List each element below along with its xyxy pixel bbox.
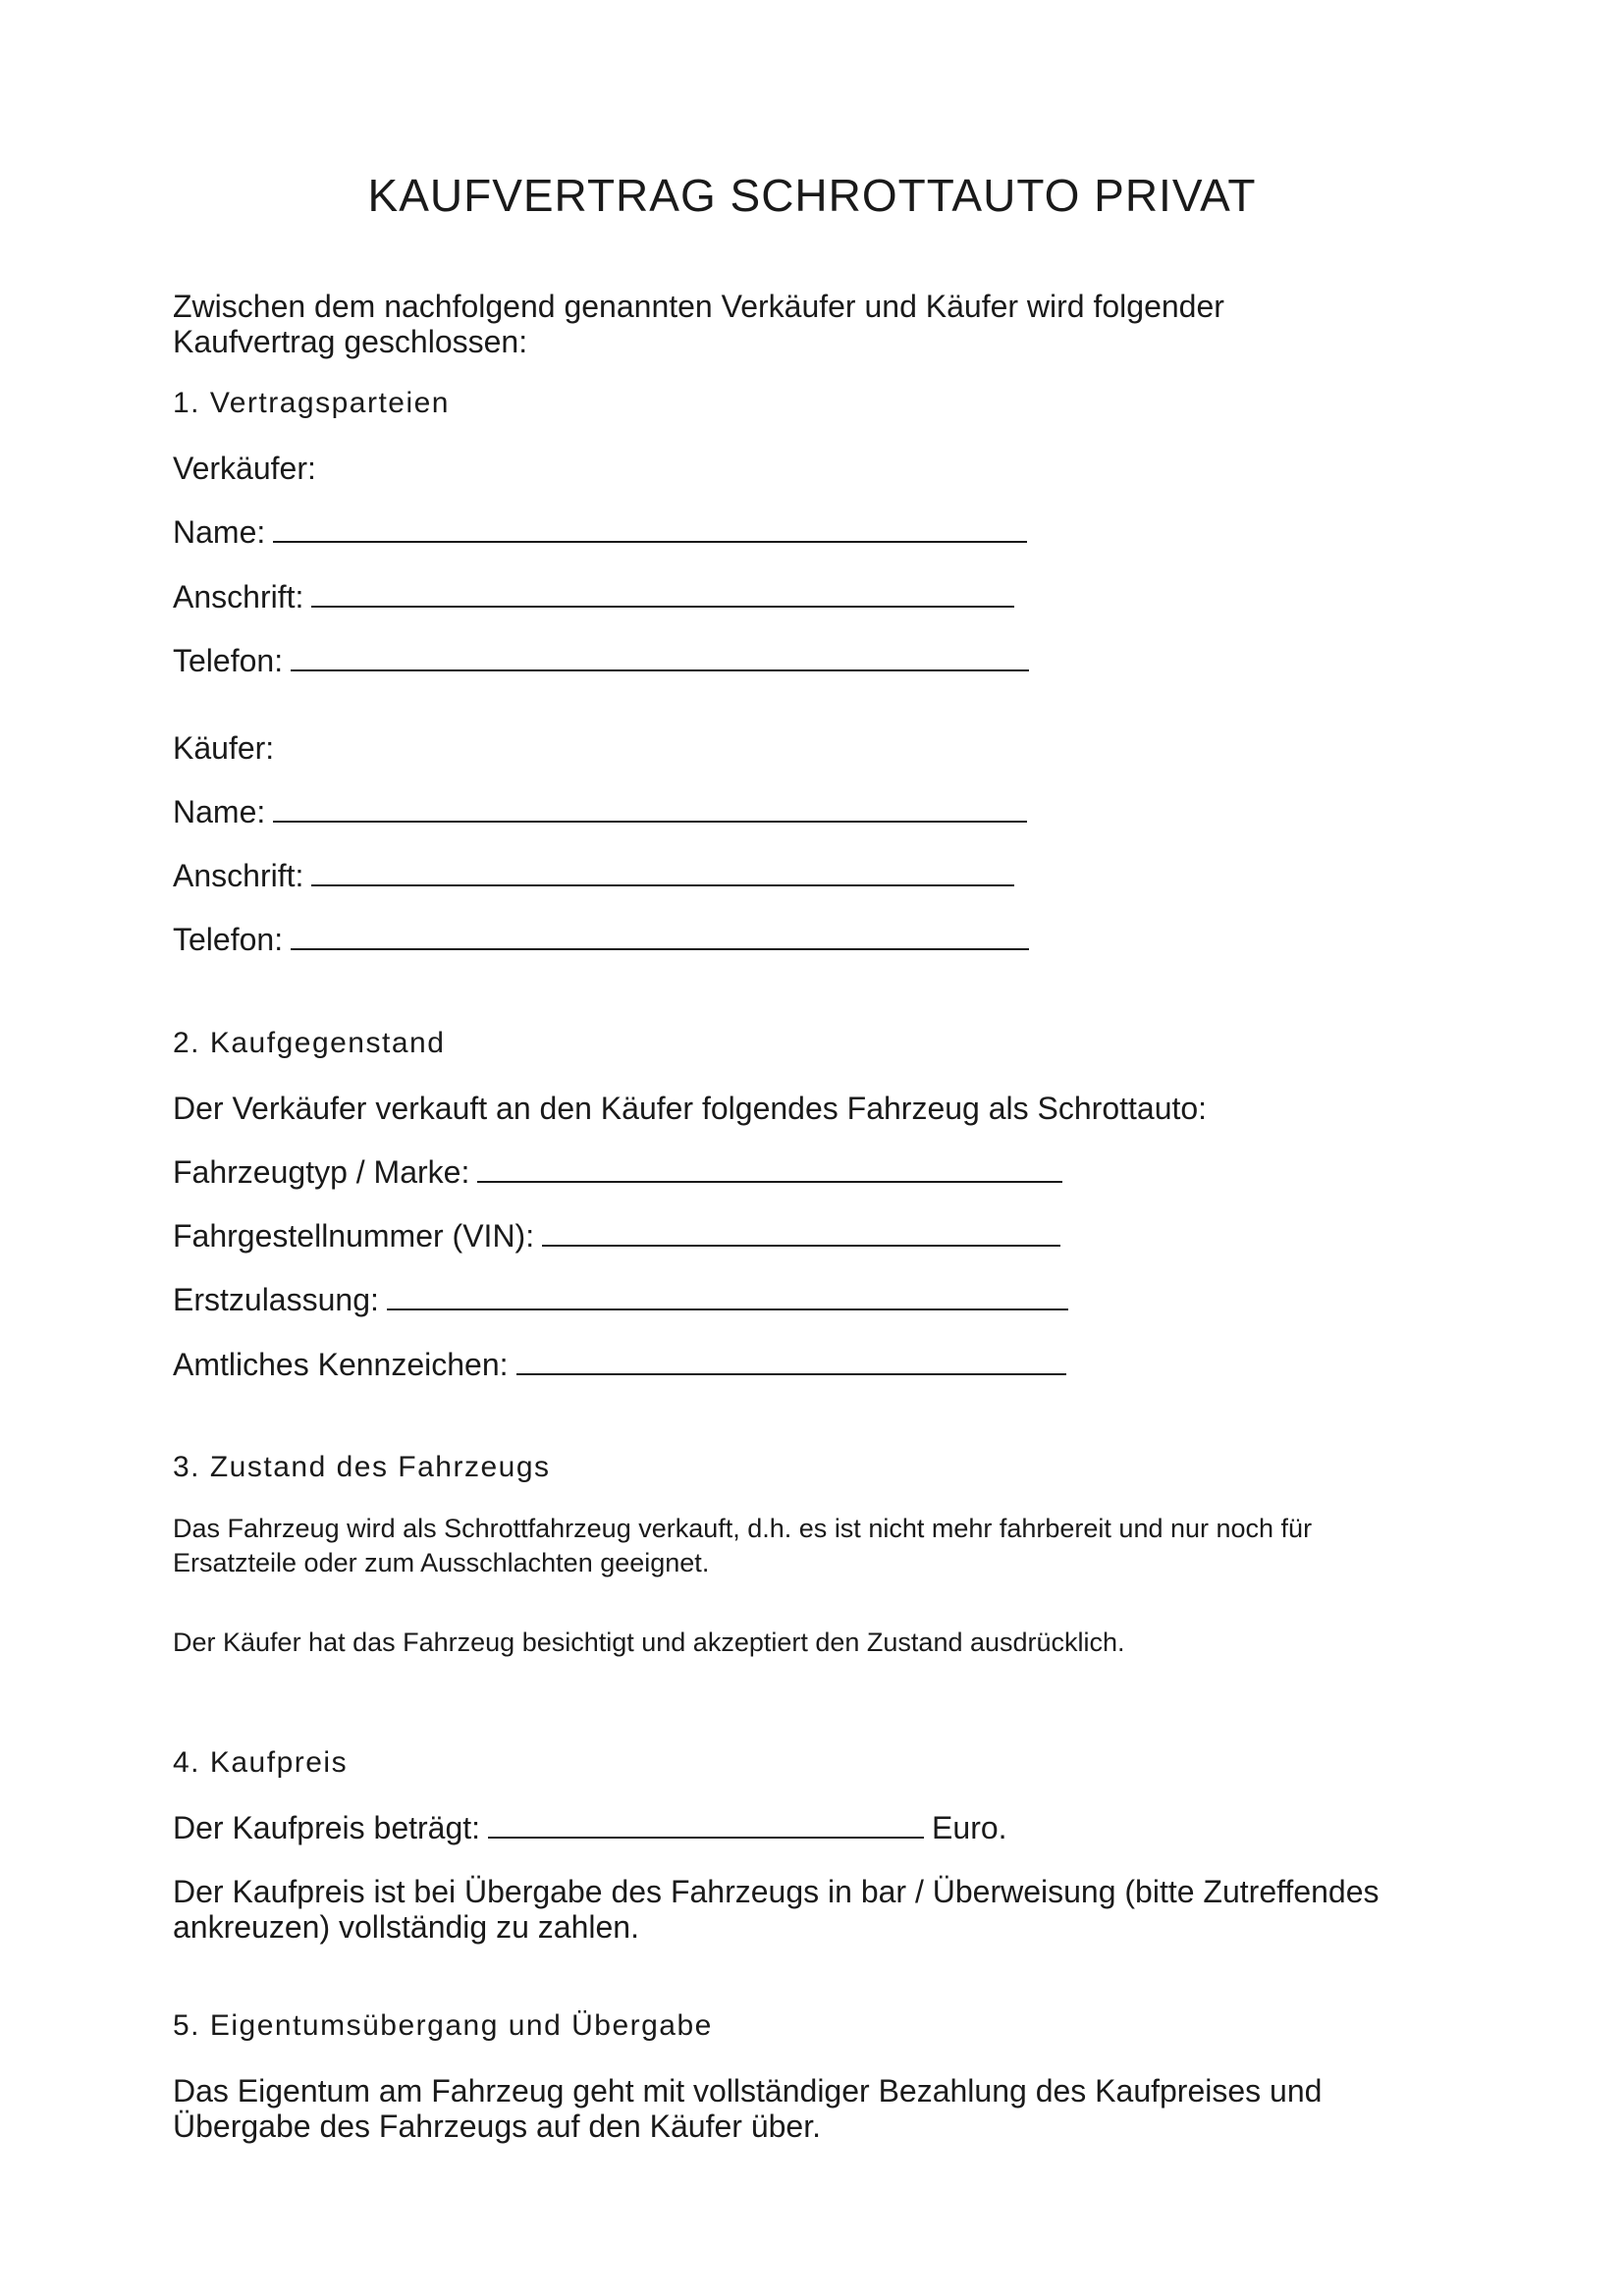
license-plate-field xyxy=(173,1347,1066,1383)
first-registration-label: Erstzulassung: xyxy=(173,1282,379,1317)
buyer-name-blank xyxy=(273,795,1027,823)
vehicle-type-label: Fahrzeugtyp / Marke: xyxy=(173,1154,470,1190)
seller-address-field xyxy=(173,579,1014,615)
license-plate-blank xyxy=(516,1348,1066,1375)
section-5-heading: 5. Eigentumsübergang und Übergabe xyxy=(173,2009,713,2042)
buyer-address-blank xyxy=(311,859,1014,886)
seller-name-blank xyxy=(273,515,1027,543)
price-label: Der Kaufpreis beträgt: xyxy=(173,1810,481,1845)
document-title: KAUFVERTRAG SCHROTTAUTO PRIVAT xyxy=(367,170,1257,221)
section-3-heading: 3. Zustand des Fahrzeugs xyxy=(173,1451,551,1483)
seller-name-label: Name: xyxy=(173,514,266,550)
seller-label: Verkäufer: xyxy=(173,451,316,486)
vin-blank xyxy=(542,1219,1060,1247)
seller-phone-label: Telefon: xyxy=(173,643,284,678)
seller-phone-blank xyxy=(291,644,1029,671)
seller-address-label: Anschrift: xyxy=(173,579,304,614)
section-2-text: Der Verkäufer verkauft an den Käufer folgendes Fahrzeug als Schrottauto: xyxy=(173,1091,1208,1126)
vehicle-type-field xyxy=(173,1154,1062,1191)
buyer-address-field xyxy=(173,858,1014,894)
section-2-heading: 2. Kaufgegenstand xyxy=(173,1027,446,1059)
price-blank xyxy=(488,1811,924,1839)
first-registration-blank xyxy=(387,1283,1068,1310)
vehicle-type-blank xyxy=(477,1155,1062,1183)
buyer-name-field xyxy=(173,794,1027,830)
section-5-paragraph: Das Eigentum am Fahrzeug geht mit vollständiger Bezahlung des Kaufpreises und Übergabe des Fahrzeugs auf den Käufer über. xyxy=(173,2073,1323,2144)
section-1-heading: 1. Vertragsparteien xyxy=(173,387,450,419)
buyer-name-label: Name: xyxy=(173,794,266,829)
price-field xyxy=(173,1810,1007,1846)
seller-address-blank xyxy=(311,580,1014,608)
seller-name-field xyxy=(173,514,1027,551)
vin-label: Fahrgestellnummer (VIN): xyxy=(173,1218,535,1254)
vin-field xyxy=(173,1218,1060,1255)
buyer-phone-field xyxy=(173,922,1029,958)
first-registration-field xyxy=(173,1282,1068,1318)
seller-phone-field xyxy=(173,643,1029,679)
intro-paragraph: Zwischen dem nachfolgend genannten Verkäufer und Käufer wird folgender Kaufvertrag geschlossen: xyxy=(173,289,1224,359)
buyer-label: Käufer: xyxy=(173,730,275,766)
buyer-address-label: Anschrift: xyxy=(173,858,304,893)
section-3-text-2: Der Käufer hat das Fahrzeug besichtigt und akzeptiert den Zustand ausdrücklich. xyxy=(173,1628,1125,1657)
payment-paragraph: Der Kaufpreis ist bei Übergabe des Fahrzeugs in bar / Überweisung (bitte Zutreffendes ankreuzen) vollständig zu zahlen. xyxy=(173,1874,1380,1945)
section-3-text-1: Das Fahrzeug wird als Schrottfahrzeug verkauft, d.h. es ist nicht mehr fahrbereit und nur noch für Ersatzteile oder zum Ausschlachten geeignet. xyxy=(173,1514,1313,1577)
license-plate-label: Amtliches Kennzeichen: xyxy=(173,1347,509,1382)
price-unit: Euro. xyxy=(932,1810,1007,1845)
buyer-phone-blank xyxy=(291,923,1029,950)
section-4-heading: 4. Kaufpreis xyxy=(173,1746,349,1779)
buyer-phone-label: Telefon: xyxy=(173,922,284,957)
